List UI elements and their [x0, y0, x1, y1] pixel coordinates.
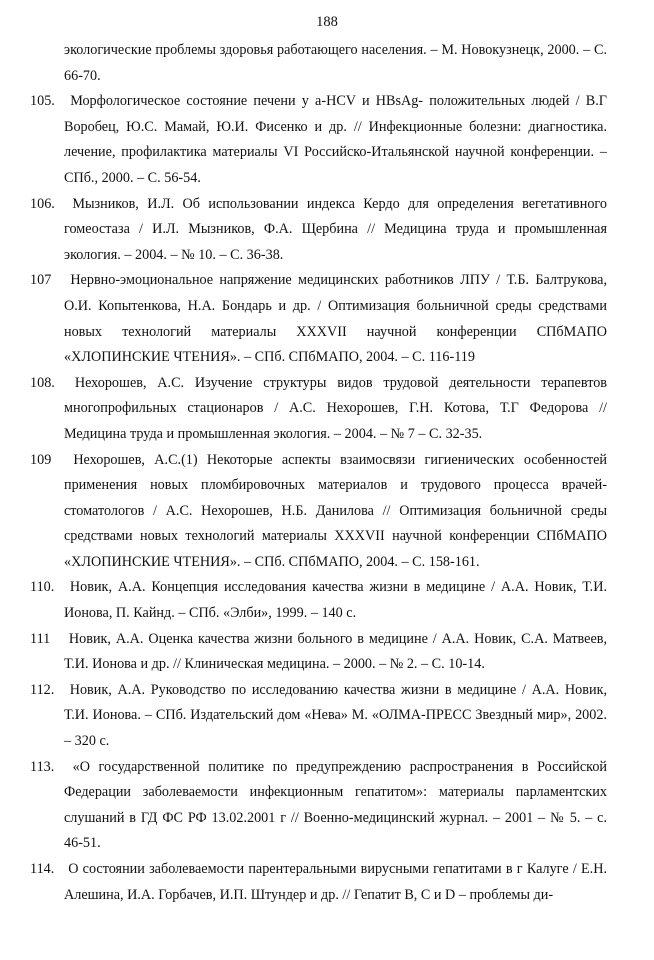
- reference-number: 112.: [30, 681, 55, 698]
- reference-entry-110: [30, 575, 607, 626]
- reference-entry-108: [30, 371, 607, 448]
- reference-entry-107: [30, 268, 607, 370]
- reference-number: 109: [30, 451, 52, 468]
- reference-entry-continuation: [47, 38, 607, 89]
- reference-number: 113.: [30, 758, 55, 775]
- reference-text: Новик, А.А. Концепция исследования качества жизни в медицине / А.А. Новик, Т.И. Ионова, П. Кайнд. – СПб. «Элби», 1999. – 140 с.: [64, 579, 607, 622]
- reference-entry-105: [30, 89, 607, 191]
- reference-number: 110.: [30, 579, 55, 596]
- reference-text: Морфологическое состояние печени у a-HCV и HBsAg- положительных людей / В.Г Воробец, Ю.С. Мамай, Ю.И. Фисенко и др. // Инфекционные болезни: диагностика. лечение, профилактика материалы VI Российско-Итальянской научной конференции. – СПб., 2000. – С. 56-54.: [64, 93, 607, 186]
- reference-text: Нехорошев, А.С.(1) Некоторые аспекты взаимосвязи гигиенических особенностей применения новых пломбировочных материалов и трудового процесса врачей-стоматологов / А.С. Нехорошев, Н.Б. Данилова // Оптимизация больничной среды средствами новых технологий материалы XXXVII научной конференции СПбМАПО «ХЛОПИНСКИЕ ЧТЕНИЯ». – СПб. СПбМАПО, 2004. – С. 158-161.: [64, 451, 607, 570]
- reference-text: О состоянии заболеваемости парентеральными вирусными гепатитами в г Калуге / Е.Н. Алешина, И.А. Горбачев, И.П. Штундер и др. // Гепатит B, C и D – проблемы ди-: [64, 861, 607, 903]
- reference-text: Мызников, И.Л. Об использовании индекса Кердо для определения вегетативного гомеостаза / И.Л. Мызников, Ф.А. Щербина // Медицина труда и промышленная экология. – 2004. – № 10. – С. 36-38.: [64, 195, 607, 263]
- reference-entry-106: [30, 192, 607, 269]
- reference-text: Новик, А.А. Оценка качества жизни больного в медицине / А.А. Новик, С.А. Матвеев, Т.И. Ионова и др. // Клиническая медицина. – 2000. – № 2. – С. 10-14.: [64, 630, 607, 673]
- reference-number: 111: [30, 630, 51, 647]
- reference-number: 106.: [30, 195, 55, 212]
- reference-text: экологические проблемы здоровья работающего населения. – М. Новокузнецк, 2000. – С. 66-70.: [64, 42, 607, 84]
- reference-text: Новик, А.А. Руководство по исследованию качества жизни в медицине / А.А. Новик, Т.И. Ионова. – СПб. Издательский дом «Нева» М. «ОЛМА-ПРЕСС Звездный мир», 2002. – 320 с.: [64, 681, 608, 750]
- reference-entry-113: [30, 755, 608, 857]
- reference-entry-111: [30, 627, 607, 678]
- reference-number: 105.: [30, 93, 55, 110]
- page-number: 188: [316, 14, 338, 30]
- reference-text: Нервно-эмоциональное напряжение медицинских работников ЛПУ / Т.Б. Балтрукова, О.И. Копытенкова, Н.А. Бондарь и др. / Оптимизация больничной среды средствами новых технологий материалы XXXVII научной конференции СПбМАПО «ХЛОПИНСКИЕ ЧТЕНИЯ». – СПб. СПбМАПО, 2004. – С. 116-119: [64, 272, 607, 366]
- reference-number: 107: [30, 272, 52, 289]
- reference-text: «О государственной политике по предупреждению распространения в Российской Федерации заболеваемости инфекционным гепатитом»: материалы парламентских слушаний в ГД ФС РФ 13.02.2001 г // Военно-медицинский журнал. – 2001 – № 5. – с. 46-51.: [64, 758, 608, 852]
- reference-number: 114.: [30, 861, 55, 877]
- reference-entry-112: [30, 678, 608, 755]
- reference-text: Нехорошев, А.С. Изучение структуры видов трудовой деятельности терапевтов многопрофильных стационаров / А.С. Нехорошев, Г.Н. Котова, Т.Г Федорова // Медицина труда и промышленная экология. – 2004. – № 7 – С. 32-35.: [64, 374, 607, 442]
- reference-number: 108.: [30, 374, 55, 391]
- reference-list: [30, 38, 608, 908]
- reference-entry-114: [30, 857, 607, 908]
- reference-entry-109: [30, 448, 607, 576]
